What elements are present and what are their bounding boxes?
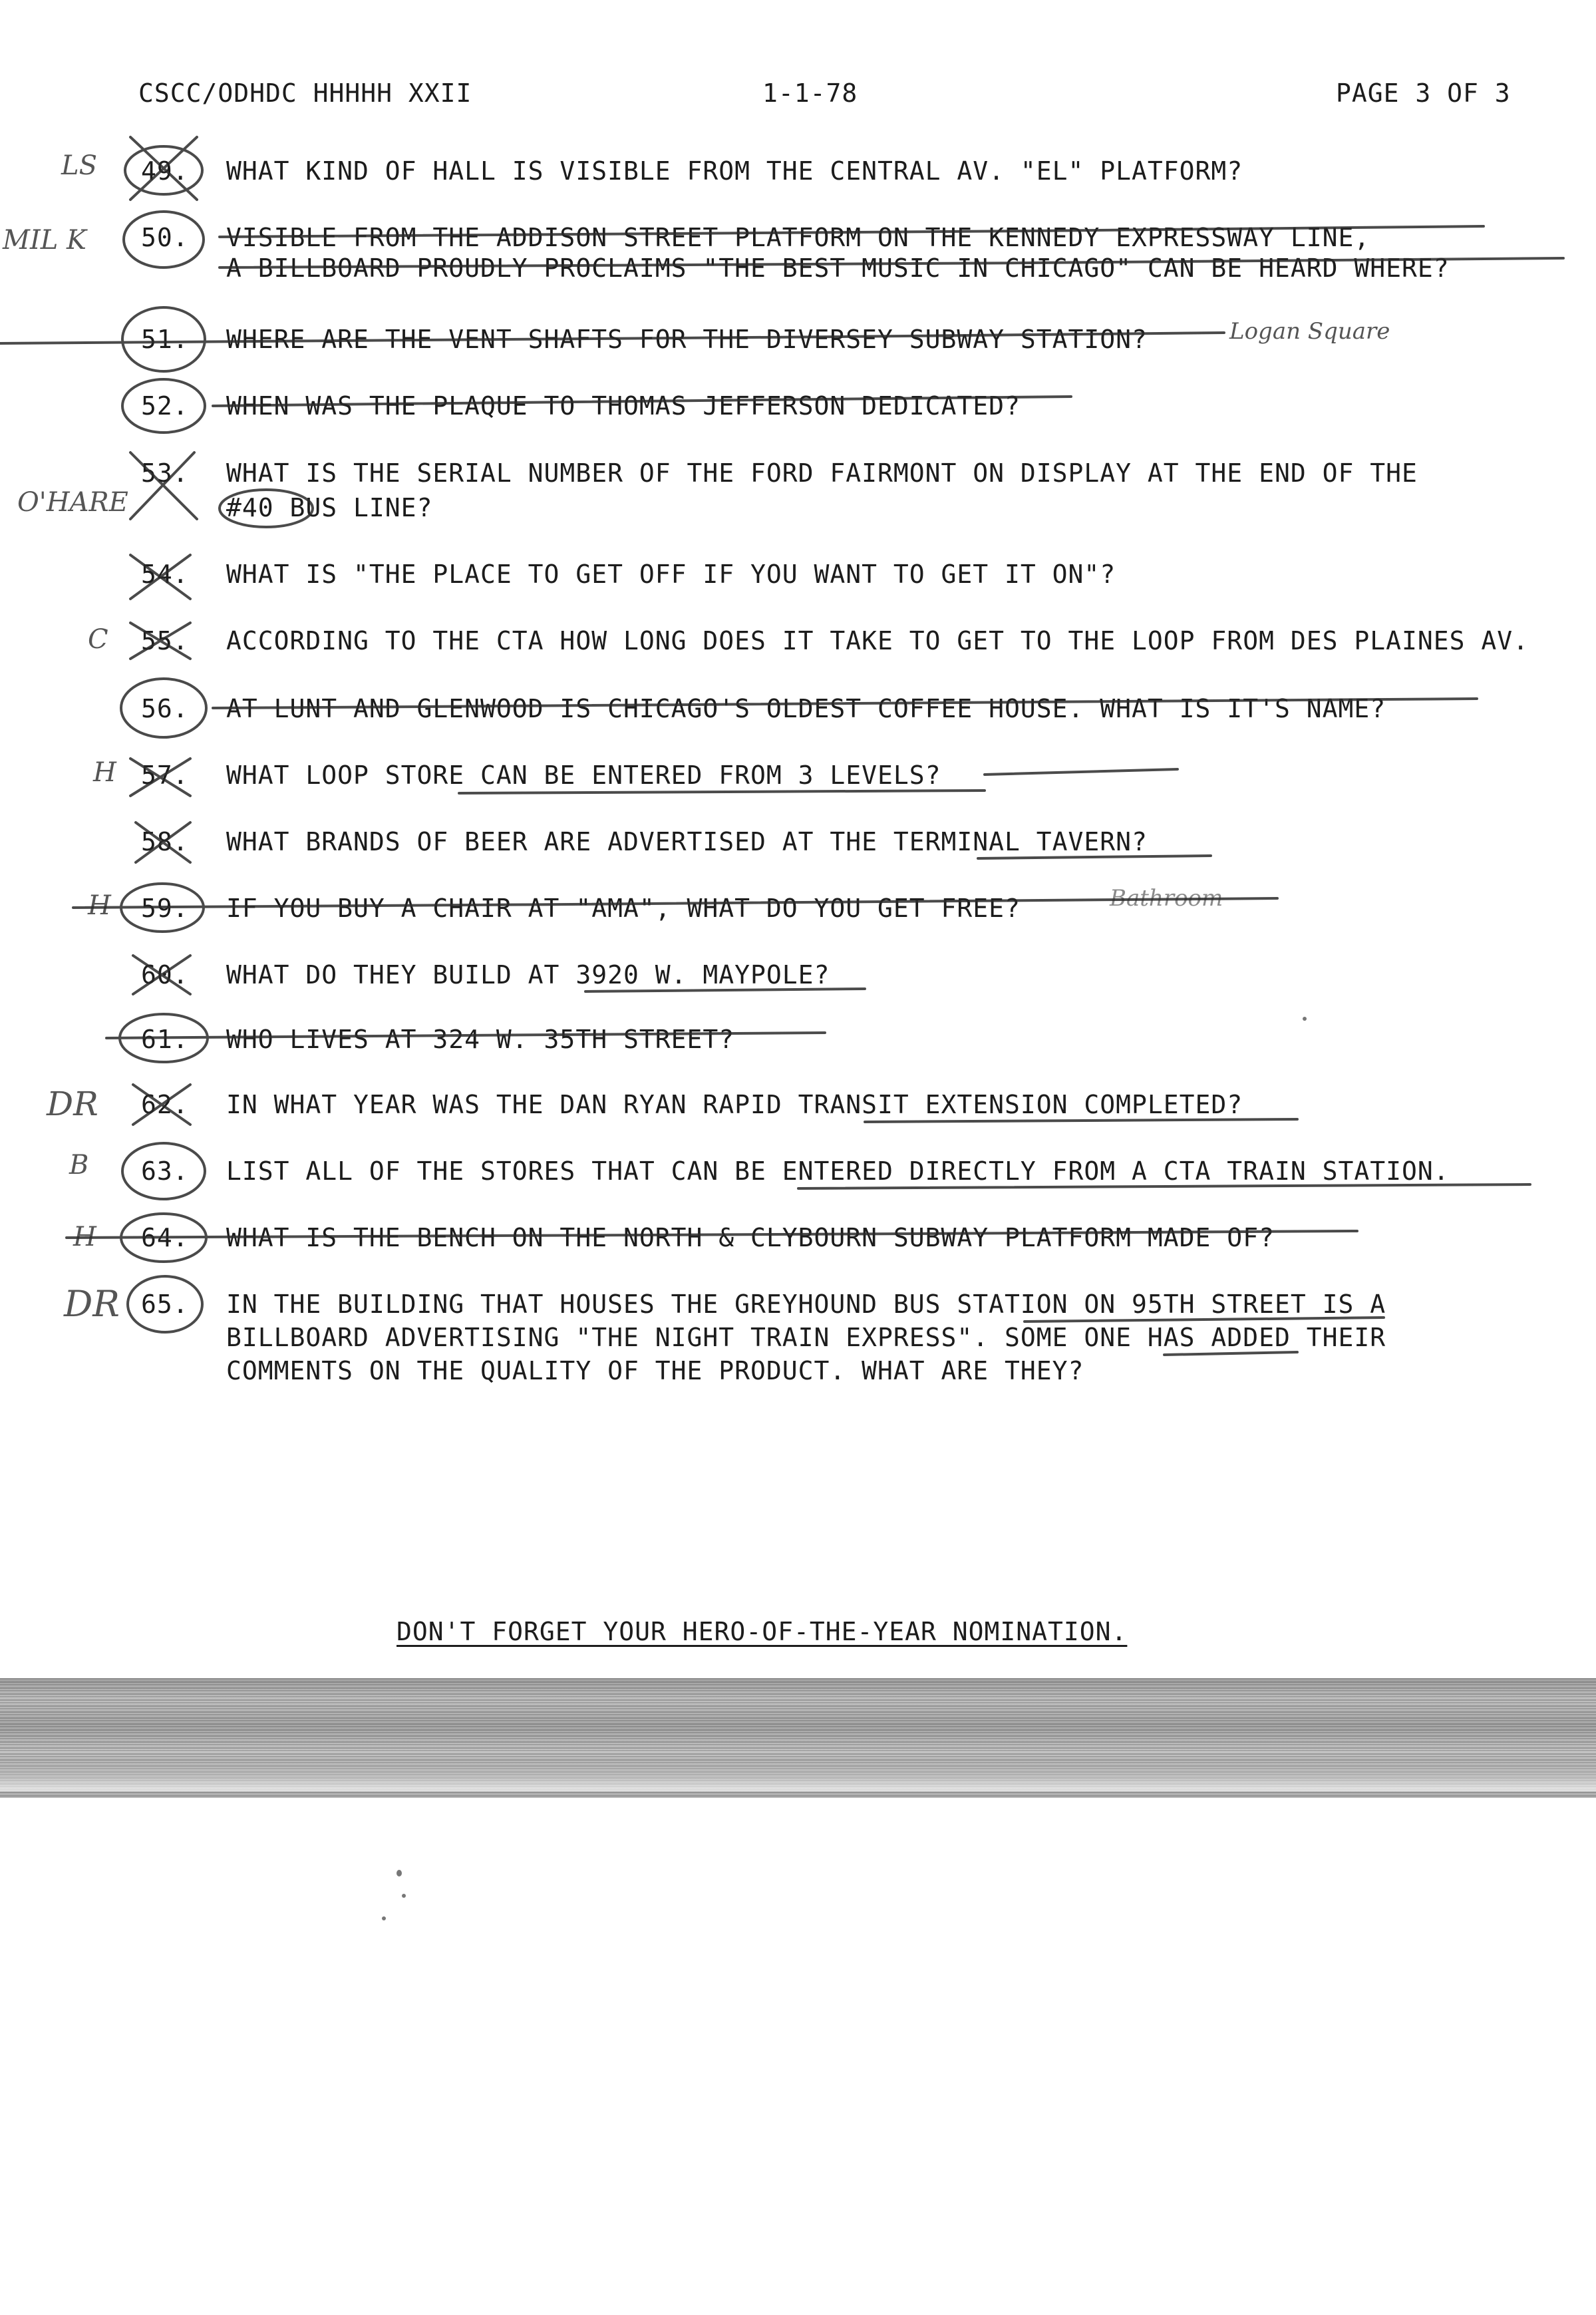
question-number: 65.: [141, 1290, 189, 1319]
question-text: WHAT KIND OF HALL IS VISIBLE FROM THE CENTRAL AV. "EL" PLATFORM?: [226, 156, 1243, 186]
question-text: LIST ALL OF THE STORES THAT CAN BE ENTERED DIRECTLY FROM A CTA TRAIN STATION.: [226, 1157, 1450, 1186]
question-text: AT LUNT AND GLENWOOD IS CHICAGO'S OLDEST COFFEE HOUSE. WHAT IS IT'S NAME?: [226, 694, 1386, 723]
margin-note: H: [93, 757, 116, 788]
margin-note: B: [69, 1150, 89, 1180]
question-number: 55.: [141, 626, 189, 655]
question-text: WHAT LOOP STORE CAN BE ENTERED FROM 3 LEVELS?: [226, 761, 941, 790]
margin-note: DR: [64, 1283, 120, 1325]
question-number: 57.: [141, 761, 189, 790]
question-number: 49.: [141, 156, 189, 186]
question-text: #40 BUS LINE?: [226, 493, 433, 522]
question-number: 64.: [141, 1223, 189, 1252]
margin-note: C: [88, 624, 108, 655]
question-number: 56.: [141, 694, 189, 723]
header-page-number: PAGE 3 OF 3: [1336, 79, 1511, 108]
margin-note: MIL K: [3, 225, 86, 256]
question-number: 61.: [141, 1025, 189, 1054]
margin-note: H: [88, 890, 111, 921]
question-number: 50.: [141, 223, 189, 252]
dust-speck: [382, 1916, 386, 1920]
dust-speck: [1303, 1017, 1307, 1021]
handwritten-answer: Bathroom: [1110, 885, 1223, 912]
question-number: 60.: [141, 960, 189, 989]
margin-note: H: [73, 1222, 96, 1252]
question-text: WHAT IS THE BENCH ON THE NORTH & CLYBOURN SUBWAY PLATFORM MADE OF?: [226, 1223, 1275, 1252]
question-text: IF YOU BUY A CHAIR AT "AMA", WHAT DO YOU GET FREE?: [226, 894, 1021, 923]
handwritten-answer: Logan Square: [1229, 318, 1390, 345]
question-text: IN WHAT YEAR WAS THE DAN RYAN RAPID TRANSIT EXTENSION COMPLETED?: [226, 1090, 1243, 1119]
question-number: 54.: [141, 560, 189, 589]
question-text: WHAT IS "THE PLACE TO GET OFF IF YOU WANT TO GET IT ON"?: [226, 560, 1116, 589]
question-text: IN THE BUILDING THAT HOUSES THE GREYHOUND BUS STATION ON 95TH STREET IS A: [226, 1290, 1386, 1319]
question-text: WHERE ARE THE VENT SHAFTS FOR THE DIVERSEY SUBWAY STATION?: [226, 325, 1148, 354]
question-text: WHO LIVES AT 324 W. 35TH STREET?: [226, 1025, 735, 1054]
margin-note: DR: [47, 1085, 98, 1123]
header-date: 1-1-78: [762, 79, 858, 108]
question-text: BILLBOARD ADVERTISING "THE NIGHT TRAIN EXPRESS". SOME ONE HAS ADDED THEIR: [226, 1323, 1386, 1352]
question-number: 53.: [141, 458, 189, 488]
margin-note: LS: [61, 150, 97, 181]
question-text: WHAT IS THE SERIAL NUMBER OF THE FORD FAIRMONT ON DISPLAY AT THE END OF THE: [226, 458, 1418, 488]
question-number: 63.: [141, 1157, 189, 1186]
question-text: WHEN WAS THE PLAQUE TO THOMAS JEFFERSON DEDICATED?: [226, 391, 1021, 421]
copier-shadow-band: [0, 1678, 1596, 1798]
strike-line: [985, 769, 1178, 775]
question-text: WHAT BRANDS OF BEER ARE ADVERTISED AT THE TERMINAL TAVERN?: [226, 827, 1148, 856]
dust-speck: [402, 1894, 406, 1898]
margin-note: O'HARE: [17, 487, 128, 518]
question-number: 62.: [141, 1090, 189, 1119]
question-text: ACCORDING TO THE CTA HOW LONG DOES IT TAKE TO GET TO THE LOOP FROM DES PLAINES AV.: [226, 626, 1529, 655]
question-number: 52.: [141, 391, 189, 421]
question-number: 51.: [141, 325, 189, 354]
question-text: WHAT DO THEY BUILD AT 3920 W. MAYPOLE?: [226, 960, 830, 989]
question-text: VISIBLE FROM THE ADDISON STREET PLATFORM ON THE KENNEDY EXPRESSWAY LINE,: [226, 223, 1370, 252]
question-text: A BILLBOARD PROUDLY PROCLAIMS "THE BEST MUSIC IN CHICAGO" CAN BE HEARD WHERE?: [226, 254, 1450, 283]
question-number: 59.: [141, 894, 189, 923]
footer-reminder: DON'T FORGET YOUR HERO-OF-THE-YEAR NOMINATION.: [397, 1617, 1128, 1646]
question-text: COMMENTS ON THE QUALITY OF THE PRODUCT. WHAT ARE THEY?: [226, 1356, 1084, 1385]
question-number: 58.: [141, 827, 189, 856]
dust-speck: [397, 1870, 402, 1876]
header-org: CSCC/ODHDC HHHHH XXII: [138, 79, 472, 108]
